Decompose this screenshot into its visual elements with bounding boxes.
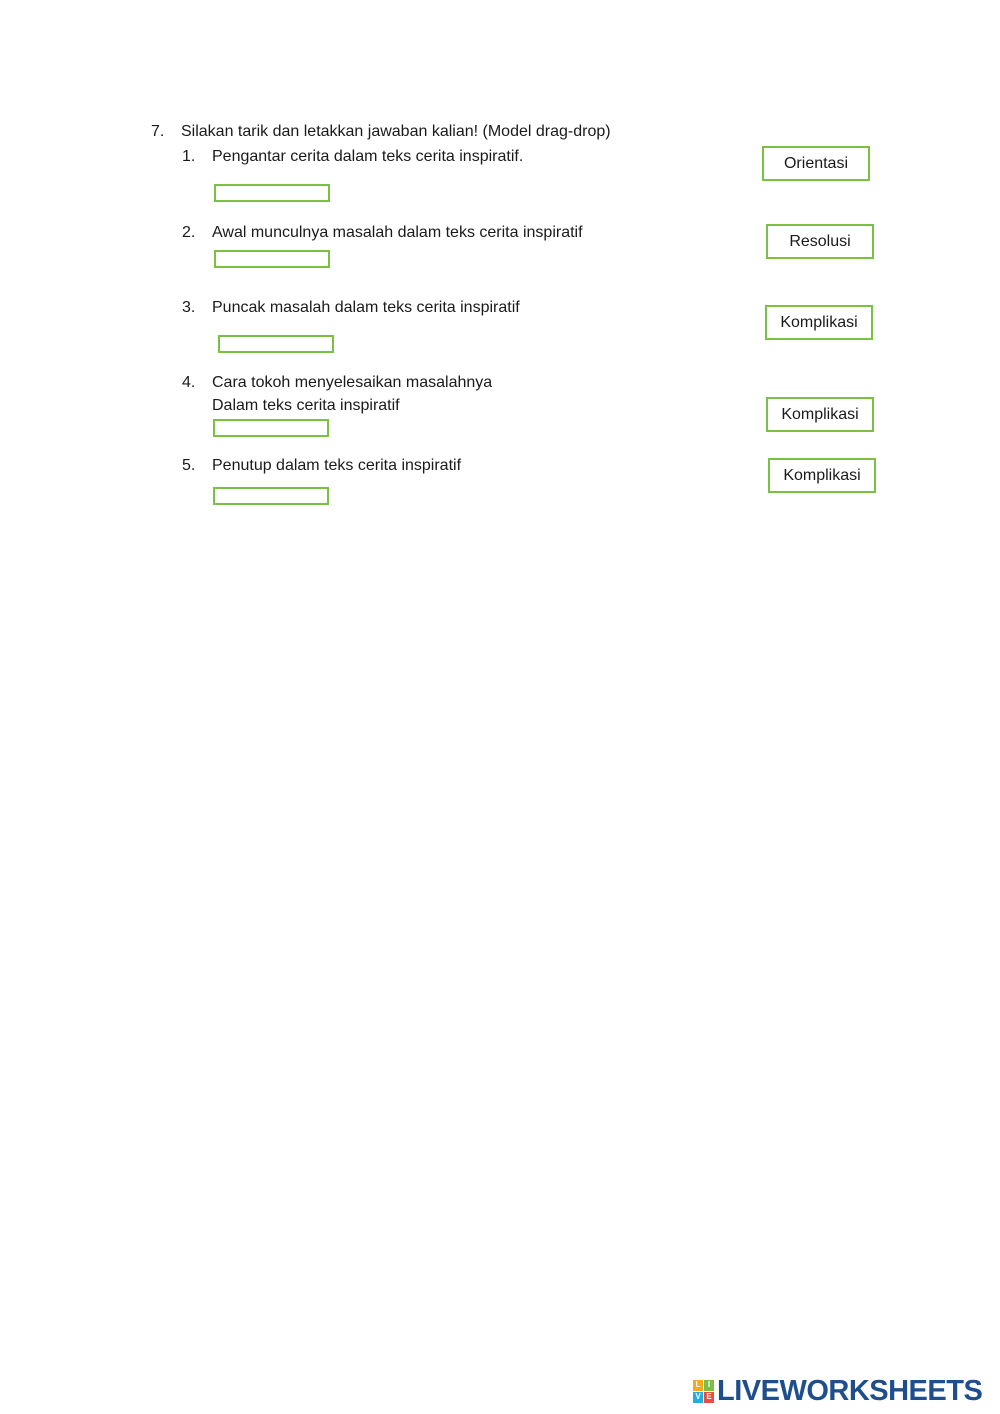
item-1-text: Pengantar cerita dalam teks cerita inspiratif. bbox=[212, 148, 524, 165]
logo-mark-icon bbox=[693, 1380, 714, 1403]
item-4-text-line-1: Cara tokoh menyelesaikan masalahnya bbox=[212, 374, 493, 391]
logo-mark-letter: V bbox=[693, 1392, 703, 1403]
question-text: Silakan tarik dan letakkan jawaban kalian! (Model drag-drop) bbox=[181, 123, 611, 140]
question-number: 7. bbox=[151, 123, 165, 140]
drop-box-3[interactable] bbox=[218, 335, 334, 353]
liveworksheets-logo bbox=[693, 1376, 982, 1406]
answer-orientasi[interactable]: Orientasi bbox=[762, 146, 870, 181]
logo-mark-letter: E bbox=[704, 1392, 714, 1403]
drop-box-2[interactable] bbox=[214, 250, 330, 268]
answer-resolusi[interactable]: Resolusi bbox=[766, 224, 874, 259]
item-3-text: Puncak masalah dalam teks cerita inspiratif bbox=[212, 299, 520, 316]
logo-text: LIVEWORKSHEETS bbox=[717, 1374, 983, 1407]
item-5-number: 5. bbox=[182, 457, 196, 474]
drop-box-4[interactable] bbox=[213, 419, 329, 437]
item-3-number: 3. bbox=[182, 299, 196, 316]
answer-komplikasi-1[interactable]: Komplikasi bbox=[765, 305, 873, 340]
logo-mark-letter: L bbox=[693, 1380, 703, 1391]
item-2-text: Awal munculnya masalah dalam teks cerita inspiratif bbox=[212, 224, 583, 241]
item-2-number: 2. bbox=[182, 224, 196, 241]
drop-box-1[interactable] bbox=[214, 184, 330, 202]
answer-komplikasi-3[interactable]: Komplikasi bbox=[768, 458, 876, 493]
item-4-number: 4. bbox=[182, 374, 196, 391]
item-4-text-line-2: Dalam teks cerita inspiratif bbox=[212, 397, 400, 414]
drop-box-5[interactable] bbox=[213, 487, 329, 505]
answer-komplikasi-2[interactable]: Komplikasi bbox=[766, 397, 874, 432]
item-5-text: Penutup dalam teks cerita inspiratif bbox=[212, 457, 462, 474]
logo-mark-letter: I bbox=[704, 1380, 714, 1391]
item-1-number: 1. bbox=[182, 148, 196, 165]
